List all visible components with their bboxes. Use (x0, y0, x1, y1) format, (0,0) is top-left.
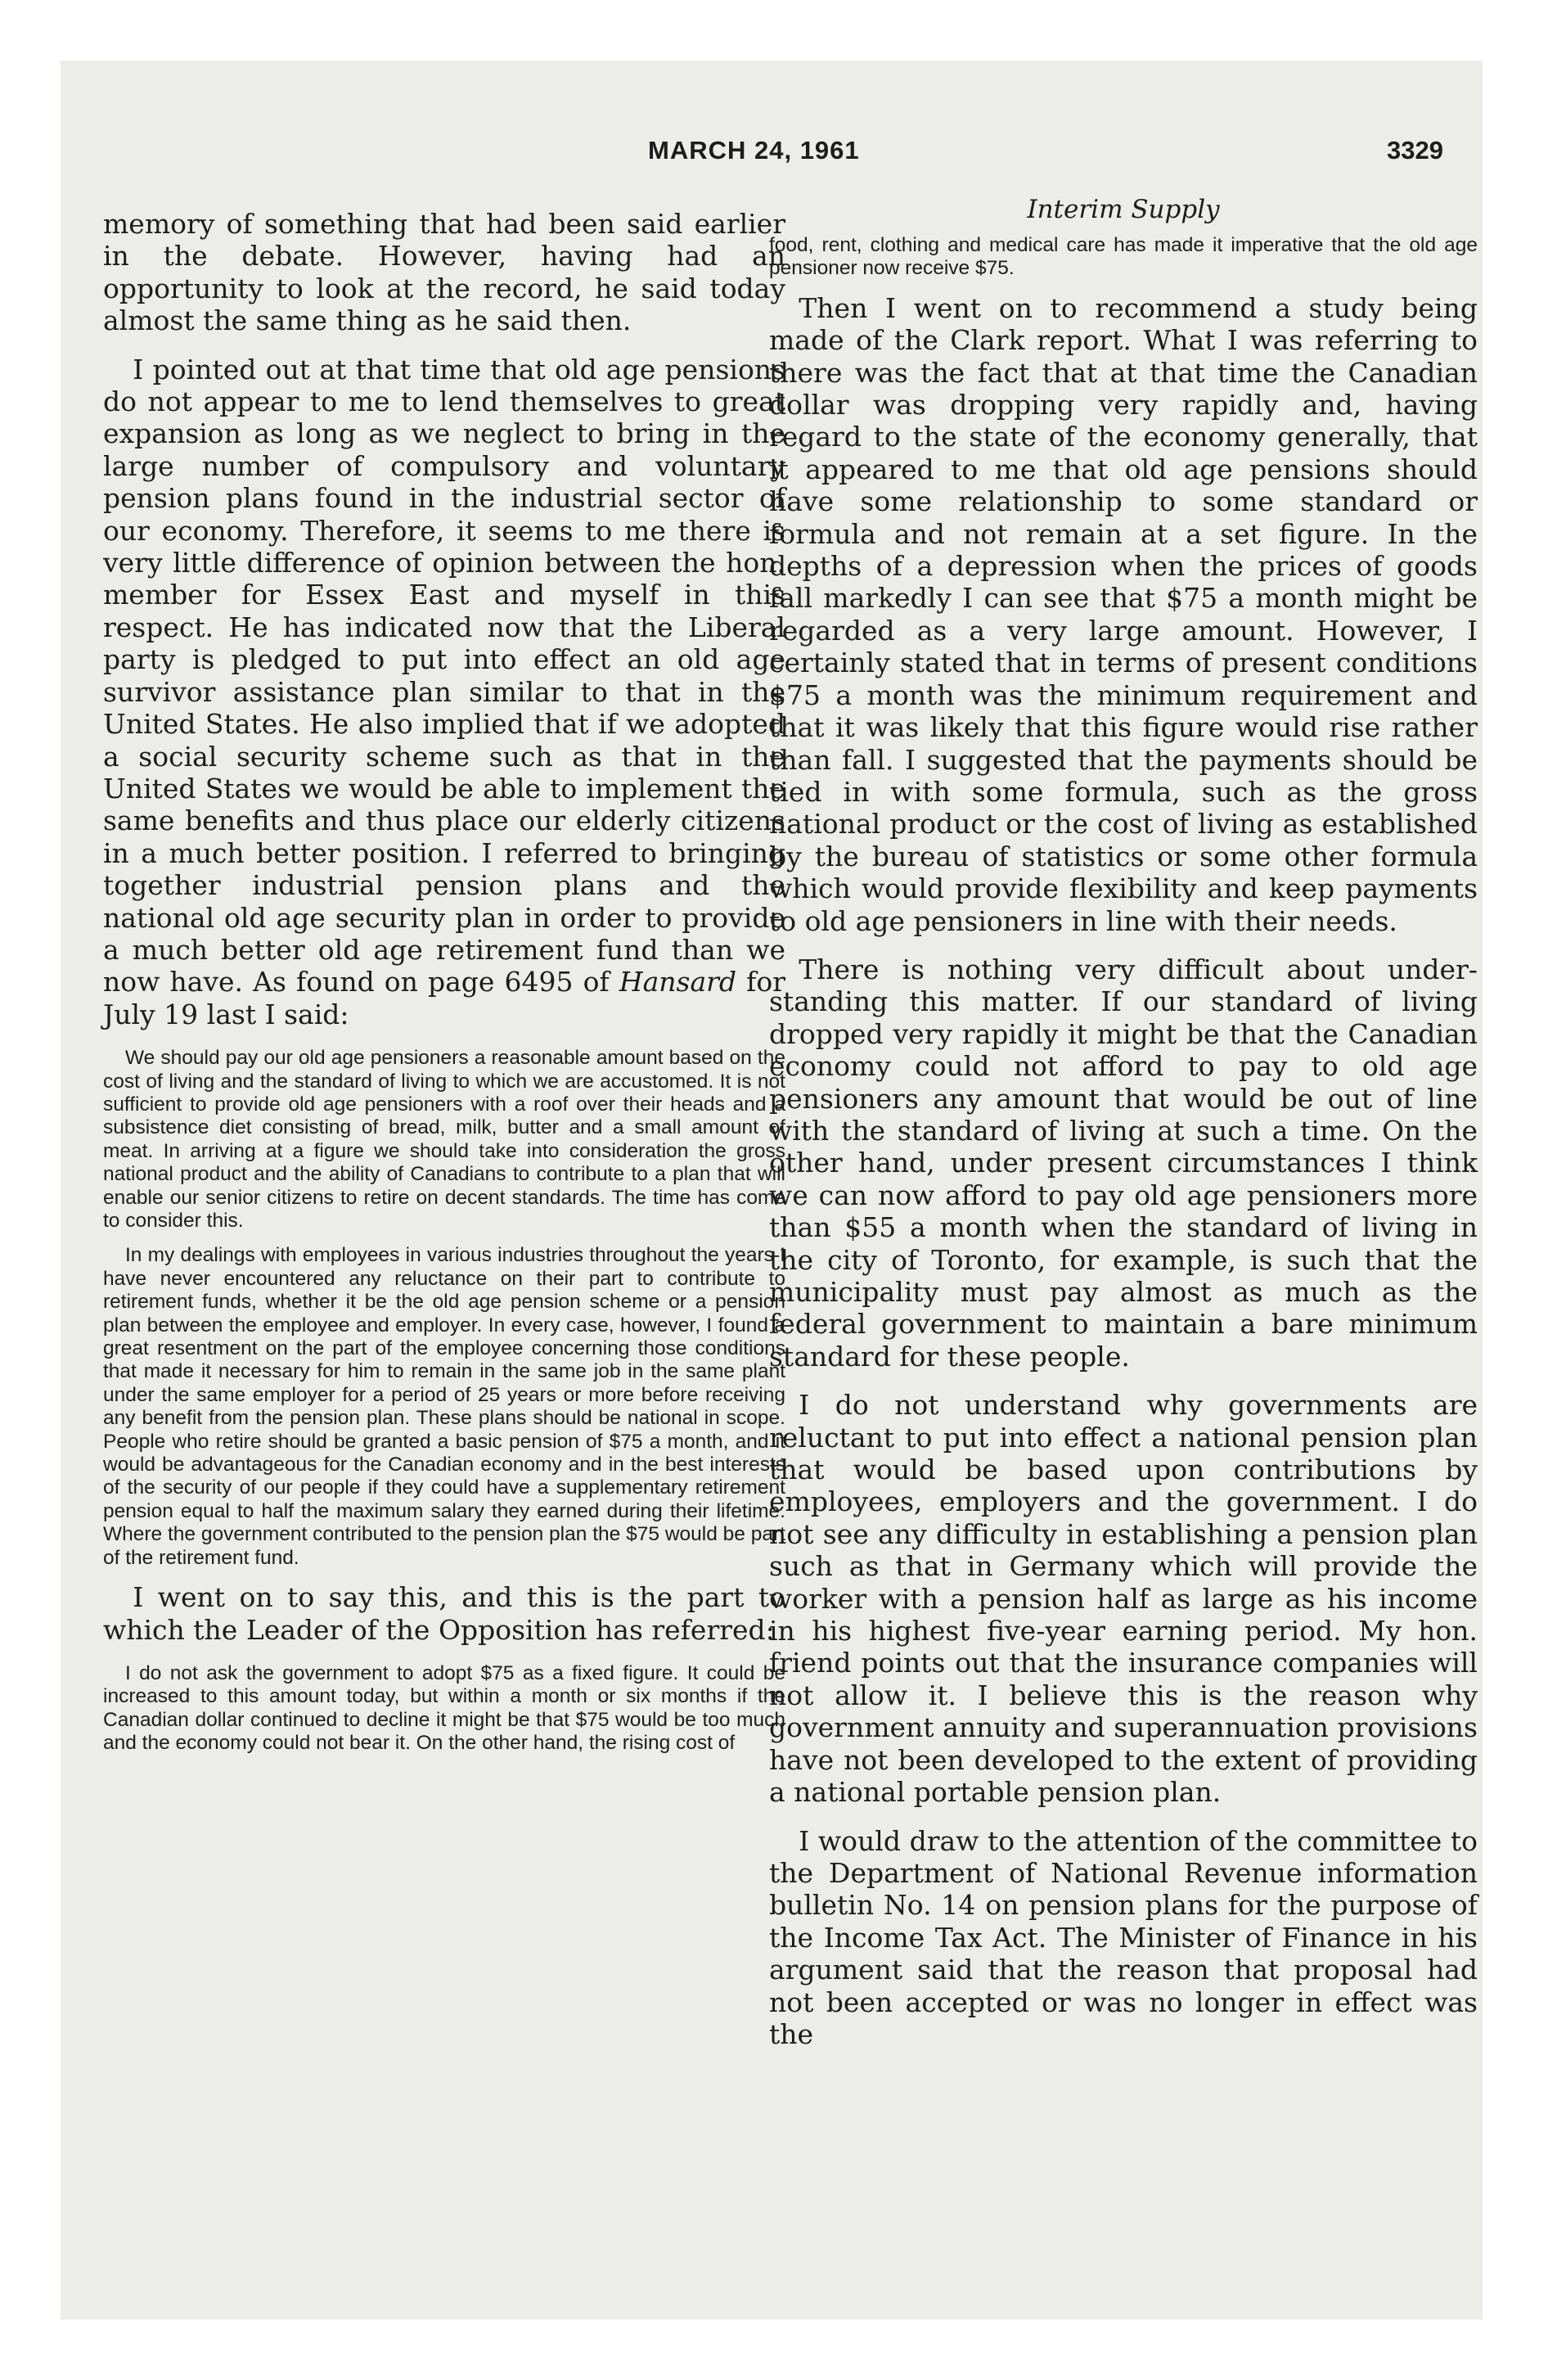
page-header (61, 136, 1483, 177)
paragraph: Then I went on to recommend a study being made of the Clark report. What I was referring to there was the fact that at that time the Canadian dollar was dropping very rapidly and, having regard to the state of the economy generally, that it appeared to me that old age pensions should have some relationship to some standard or formula and not remain at a set figure. In the depths of a depression when the prices of goods fall markedly I can see that $75 a month might be regarded as a very large amount. However, I certainly stated that in terms of present conditions $75 a month was the minimum requirement and that it was likely that this figure would rise rather than fall. I suggested that the payments should be tied in with some formula, such as the gross national product or the cost of living as established by the bureau of statistics or some other formula which would provide flexibility and keep payments to old age pensioners in line with their needs. (769, 291, 1478, 937)
paragraph-text: I pointed out at that time that old age pensions do not appear to me to lend themselves to great expansion as long as we neglect to bring in the large number of compulsory and voluntary pension plans found in the industrial sector of our economy. Therefore, it seems to me there is very little difference of opinion between the hon. member for Essex East and myself in this respect. He has indicated now that the Liberal party is pledged to put into effect an old age survivor assistance plan similar to that in the United States. He also implied that if we adopted a social security scheme such as that in the United States we would be able to implement the same benefits and thus place our elderly citizens in a much better position. I referred to bringing together industrial pension plans and the national old age security plan in order to provide a much better old age retirement fund than we now have. As found on page 6495 of (103, 353, 785, 998)
page (61, 61, 1483, 2319)
paragraph: I do not understand why governments are reluctant to put into effect a national pension plan that would be based upon contributions by employees, employers and the government. I do not see any difficulty in establishing a pension plan such as that in Germany which will provide the worker with a pension half as large as his income in his highest five-year earning period. My hon. friend points out that the insurance companies will not allow it. I believe this is the reason why government annuity and superannuation provisions have not been developed to the extent of providing a national portable pension plan. (769, 1389, 1478, 1809)
right-column (769, 195, 1478, 2067)
paragraph: I went on to say this, and this is the part to which the Leader of the Opposition has referred: (103, 1581, 785, 1646)
quoted-passage: I do not ask the government to adopt $75 as a fixed figure. It could be increased to this amount today, but within a month or six months if the Canadian dollar continued to decline it might be that $75 would be too much and the economy could not bear it. On the other hand, the rising cost of (103, 1661, 785, 1755)
paragraph: There is nothing very difficult about understanding this matter. If our standard of living dropped very rapidly it might be that the Canadian economy could not afford to pay to old age pensioners any amount that would be out of line with the standard of living at such a time. On the other hand, under present circumstances I think we can now afford to pay old age pensioners more than $55 a month when the standard of living in the city of Toronto, for example, is such that the municipality must pay almost as much as the federal government to maintain a bare minimum standard for these people. (769, 953, 1478, 1373)
paragraph (103, 354, 785, 1031)
page-date: MARCH 24, 1961 (648, 136, 860, 165)
quoted-passage: In my dealings with employees in various industries throughout the years I have never encountered any reluctance on their part to contribute to retirement funds, whether it be the old age pension scheme or a pension plan between the employee and employer. In every case, however, I found a great resentment on the part of the employee concerning those conditions that made it necessary for him to remain in the same job in the same plant under the same employer for a period of 25 years or more before receiving any benefit from the pension plan. These plans should be national in scope. People who retire should be granted a basic pension of $75 a month, and it would be advantageous for the Canadian economy and in the best interests of the security of our people if they could have a supplementary retirement pension equal to half the maximum salary they earned during their lifetime. Where the government contributed to the pension plan the $75 would be part of the retirement fund. (103, 1244, 785, 1569)
page-number: 3329 (1387, 136, 1443, 165)
running-head: Interim Supply (1027, 195, 1220, 224)
quoted-passage: We should pay our old age pensioners a reasonable amount based on the cost of living and the standard of living to which we are accustomed. It is not sufficient to provide old age pensioners with a roof over their heads and a subsistence diet consisting of bread, milk, butter and a small amount of meat. In arriving at a figure we should take into consideration the gross national product and the ability of Canadians to contribute to a plan that will enable our senior citizens to retire on decent standards. The time has come to consider this. (103, 1047, 785, 1232)
hansard-reference: Hansard (619, 966, 737, 998)
quoted-passage: food, rent, clothing and medical care has made it imperative that the old age pensioner now receive $75. (769, 234, 1478, 280)
paragraph-text: for July 19 last I said: (103, 966, 785, 1030)
paragraph: memory of something that had been said earlier in the debate. However, having had an opportunity to look at the record, he said today almost the same thing as he said then. (103, 208, 785, 337)
paragraph: I would draw to the attention of the committee to the Department of National Revenue information bulletin No. 14 on pension plans for the purpose of the Income Tax Act. The Minister of Finance in his argument said that the reason that proposal had not been accepted or was no longer in effect was the (769, 1824, 1478, 2050)
left-column (103, 208, 785, 1767)
